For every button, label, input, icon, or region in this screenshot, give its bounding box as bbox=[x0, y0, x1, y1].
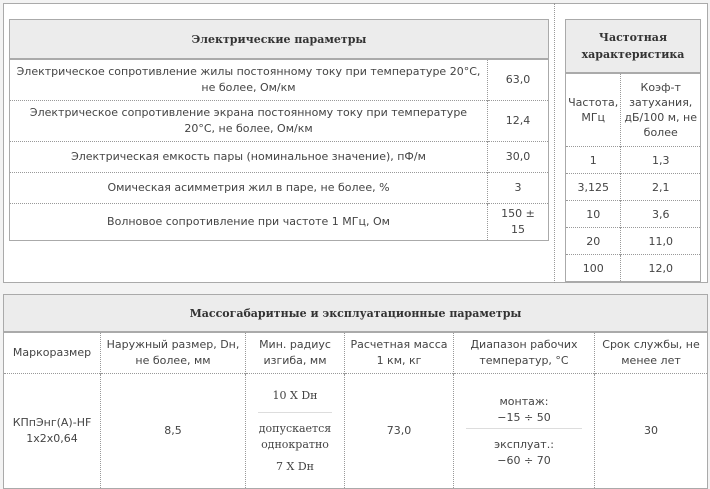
col-header: Мин. радиус изгиба, мм bbox=[246, 332, 345, 374]
radius-once: 7 X Dн bbox=[276, 459, 314, 473]
param-value: 150 ± 15 bbox=[488, 204, 549, 241]
electrical-params-table bbox=[9, 19, 549, 241]
freq-cell: 1 bbox=[566, 147, 621, 174]
table-row bbox=[10, 142, 549, 173]
table-row bbox=[566, 255, 701, 282]
freq-cell: 3,125 bbox=[566, 174, 621, 201]
col-header-atten: Коэф-т затухания, дБ/100 м, не более bbox=[621, 73, 701, 147]
radius-main: 10 X Dн bbox=[272, 388, 318, 402]
freq-cell: 10 bbox=[566, 201, 621, 228]
table-row bbox=[4, 374, 708, 489]
table-row bbox=[10, 204, 549, 241]
temp-mount-label: монтаж: bbox=[499, 394, 549, 408]
col-header: Расчетная масса 1 км, кг bbox=[345, 332, 454, 374]
param-label: Электрическое сопротивление экрана постоянному току при температуре 20°С, не более, Ом/км bbox=[10, 101, 488, 142]
radius-note: допускается однократно bbox=[258, 421, 332, 451]
param-value: 30,0 bbox=[488, 142, 549, 173]
temp-oper: −60 ÷ 70 bbox=[497, 453, 551, 467]
mark-cell: КПпЭнг(А)-HF 1х2х0,64 bbox=[4, 374, 101, 489]
electrical-title: Электрические параметры bbox=[10, 20, 549, 60]
col-header: Срок службы, не менее лет bbox=[595, 332, 708, 374]
param-label: Электрическое сопротивление жилы постоянному току при температуре 20°С, не более, Ом/км bbox=[10, 59, 488, 101]
col-header: Наружный размер, Dн, не более, мм bbox=[101, 332, 246, 374]
frequency-title: Частотная характеристика bbox=[566, 20, 701, 74]
col-header: Диапазон рабочих температур, °С bbox=[454, 332, 595, 374]
param-value: 12,4 bbox=[488, 101, 549, 142]
atten-cell: 1,3 bbox=[621, 147, 701, 174]
life-cell: 30 bbox=[595, 374, 708, 489]
mass-params-table bbox=[3, 294, 708, 489]
table-row bbox=[566, 147, 701, 174]
table-row bbox=[10, 59, 549, 101]
freq-cell: 20 bbox=[566, 228, 621, 255]
atten-cell: 3,6 bbox=[621, 201, 701, 228]
col-header-freq: Частота, МГц bbox=[566, 73, 621, 147]
param-label: Электрическая емкость пары (номинальное значение), пФ/м bbox=[10, 142, 488, 173]
panel-divider bbox=[554, 3, 555, 283]
atten-cell: 12,0 bbox=[621, 255, 701, 282]
table-row bbox=[10, 101, 549, 142]
weight-cell: 73,0 bbox=[345, 374, 454, 489]
frequency-table bbox=[565, 19, 701, 282]
divider bbox=[466, 428, 582, 429]
temp-mount: −15 ÷ 50 bbox=[497, 410, 551, 424]
table-row bbox=[566, 228, 701, 255]
col-header: Маркоразмер bbox=[12, 346, 92, 359]
temp-oper-label: эксплуат.: bbox=[494, 437, 554, 451]
atten-cell: 11,0 bbox=[621, 228, 701, 255]
diameter-cell: 8,5 bbox=[101, 374, 246, 489]
param-label: Волновое сопротивление при частоте 1 МГц, Ом bbox=[10, 204, 488, 241]
param-label: Омическая асимметрия жил в паре, не более, % bbox=[10, 173, 488, 204]
atten-cell: 2,1 bbox=[621, 174, 701, 201]
divider bbox=[258, 412, 332, 413]
param-value: 3 bbox=[488, 173, 549, 204]
radius-cell bbox=[246, 374, 345, 489]
freq-cell: 100 bbox=[566, 255, 621, 282]
param-value: 63,0 bbox=[488, 59, 549, 101]
table-row bbox=[566, 201, 701, 228]
table-row bbox=[566, 174, 701, 201]
mass-title: Массогабаритные и эксплуатационные параметры bbox=[4, 295, 708, 333]
temp-cell bbox=[454, 374, 595, 489]
table-row bbox=[10, 173, 549, 204]
